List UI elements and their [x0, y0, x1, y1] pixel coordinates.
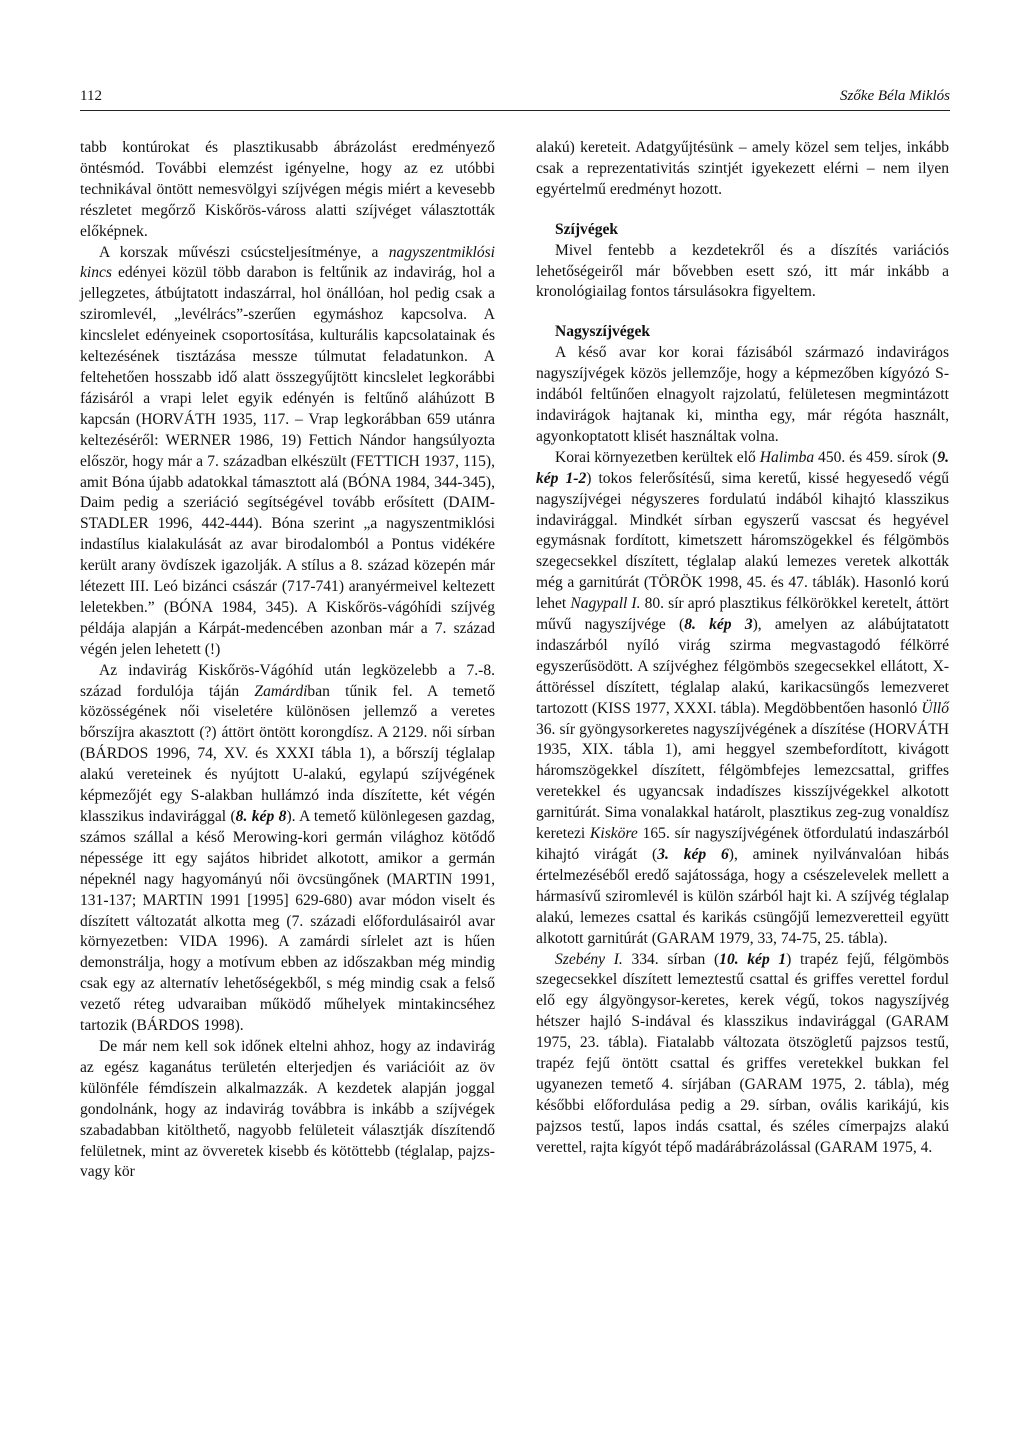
left-column — [80, 138, 495, 1183]
section-heading: Nagyszíjvégek — [555, 323, 650, 341]
paragraph: A késő avar kor korai fázisából származó indavirágos nagyszíjvégek közös jellemzője, hogy a képmezőben kígyózó S-indából feltűnően elnagyolt rajzolatú, felületesen megmintázott indavirágok hajtanak ki, mintha egy, már régóta használt, agyonkoptatott klisét használtak volna. — [536, 344, 949, 445]
right-column — [536, 138, 949, 1159]
paragraph: Szebény I. 334. sírban (10. kép 1) trapéz fejű, félgömbös szegecsekkel díszített lemeztestű csattal és griffes verettel fordul elő egy álgyöngysor-keretes, kerek végű, tokos nagyszíjvég hétszer hajló S-indával és klasszikus indavirággal (GARAM 1975, 23. tábla). Fiatalabb változata ötszögletű pajzsos testű, trapéz fejű öntött csattal és griffes veretekkel bukkan fel ugyanezen temető 4. sírjában (GARAM 1975, 2. tábla), még későbbi előfordulása pedig a 29. sírban, ovális karikájú, kis pajzsos testű, lapos indás csattal, és széles címerpajzs alakú verettel, rajta kígyót tépő madárábrázolással (GARAM 1975, 4. — [536, 950, 949, 1156]
section-heading: Szíjvégek — [555, 220, 619, 238]
page-header — [80, 88, 950, 111]
paragraph: De már nem kell sok időnek eltelni ahhoz, hogy az indavirág az egész kaganátus területén elterjedjen és variációit az öv különféle fémdíszein alkalmazzák. A kezdetek alapján joggal gondolnánk, hogy az indavirág továbbra is inkább a szíjvégek szabadabban kitölthető, nagyobb felületeit választják díszítendő felületnek, mint az övveretek kisebb és kötöttebb (téglalap, pajzs- vagy kör — [80, 1037, 495, 1181]
paragraph: alakú) kereteit. Adatgyűjtésünk – amely közel sem teljes, inkább csak a reprezentativitás szintjét igyekezett elérni – nem ilyen egyértelmű eredményt hozott. — [536, 139, 949, 198]
page-number: 112 — [80, 88, 102, 104]
paragraph: tabb kontúrokat és plasztikusabb ábrázolást eredményező öntésmód. További elemzést igényelne, hogy az ez utóbbi technikával öntött nemesvölgyi szíjvégen mégis miért a kevesebb részletet megőrző Kiskőrös-váross alatti szíjvéget választották előképnek. — [80, 139, 495, 240]
paragraph: Az indavirág Kiskőrös-Vágóhíd után legközelebb a 7.-8. század fordulója táján Zamárdiban tűnik fel. A temető közösségének női viseletére különösen jellemző a veretes bőrszíjra akasztott (?) áttört öntött korongdísz. A 2129. női sírban (BÁRDOS 1996, 74, XV. és XXXI tábla 1), a bőrszíj téglalap alakú vereteinek és nyújtott U-alakú, egylapú szíjvégének képmezőjét egy S-alakban hullámzó inda díszítette, két végén klasszikus indavirággal (8. kép 8). A temető különlegesen gazdag, számos szállal a késő Merowing-kori germán világhoz kötődő népessége itt egy sajátos hibridet alkotott, amikor a germán népeknél nagy hagyományú női övcsüngőnek (MARTIN 1991, 131-137; MARTIN 1991 [1995] 629-680) avar módon viselt és díszített változatát alkotta meg (7. századi előfordulásairól avar környezetben: VIDA 1996). A zamárdi sírlelet azt is hűen demonstrálja, hogy a motívum ebben az időszakban még mindig csak egy az alternatív lehetőségekből, s még mindig csak a felső vezető réteg udvaraiban működő műhelyek mintakincséhez tartozik (BÁRDOS 1998). — [80, 661, 496, 1035]
running-head: Szőke Béla Miklós — [840, 88, 950, 104]
paragraph: Korai környezetben kerültek elő Halimba 450. és 459. sírok (9. kép 1-2) tokos felerősítésű, sima keretű, kissé hegyesedő végű nagyszíjvégei négyszeres fordulatú indából kihajtó klasszikus indavirággal. Mindkét sírban egyszerű vascsat és hegyével egymásnak fordított, kimetszett háromszögekkel és félgömbös szegecsekkel díszített, téglalap alakú lemezes veretek alkották még a garnitúrát (TÖRÖK 1998, 45. és 47. táblák). Hasonló korú lehet Nagypall I. 80. sír apró plasztikus félkörökkel keretelt, áttört művű nagyszíjvége (8. kép 3), amelyen az alábújtatatott indaszárból nyíló virág szirma megvastagodó félkörré egyszerűsödött. A szíjvéghez félgömbös szegecsekkel ellátott, X-áttöréssel díszített, téglalap alakú, karikacsüngős lemezveret tartozott (KISS 1977, XXXI. tábla). Megdöbbentően hasonló Üllő 36. sír gyöngysorkeretes nagyszíjvégének a díszítése (HORVÁTH 1935, XIX. tábla 1), ami heggyel szembefordított, kivágott háromszögekkel díszített, félgömbfejes lemezcsattal, griffes veretekkel és ugyancsak indadíszes kisszíjvégekkel alkotott garnitúrát. Sima vonalakkal határolt, plasztikus zeg-zug vonaldísz keretezi Kisköre 165. sír nagyszíjvégének ötfordulatú indaszárból kihajtó virágát (3. kép 6), aminek nyilvánvalóan hibás értelmezéséből eredő sajátossága, hogy a csészelevelek mellett a hármasívű sziromlevél is külön szárból hajt ki. A szíjvég téglalap alakú, lemezes csattal és karikás csüngőjű lemezveretteil együtt alkotott garnitúrát (GARAM 1979, 33, 74-75, 25. tábla). — [536, 448, 950, 947]
paragraph: A korszak művészi csúcsteljesítménye, a nagyszentmiklósi kincs edényei közül több darabon is feltűnik az indavirág, hol a jellegzetes, átbújtatott indaszárral, hol önállóan, hol pedig csak a sziromlevél, „levélrács”-szerűen egymáshoz kapcsolva. A kincslelet edényeinek csoportosítása, kulturális kapcsolatainak és keltezésének tisztázása messze túlmutat feladatunkon. A feltehetően hosszabb idő alatt összegyűjtött kincslelet legkorábbi fázisáról a vrapi lelet egyik edényén is feltűnő aláhúzott B kapcsán (HORVÁTH 1935, 117. – Vrap legkorábban 659 utánra keltezéséről: WERNER 1986, 19) Fettich Nándor hangsúlyozta először, hogy már a 7. században elkészült (FETTICH 1937, 115), amit Bóna újabb adatokkal támasztott alá (BÓNA 1984, 344-345), Daim pedig a szeriáció segítségével tovább erősített (DAIM-STADLER 1996, 442-444). Bóna szerint „a nagyszentmiklósi indastílus kialakulását az avar birodalomból a Pontus vidékére került arany övdíszek igazolják. A stílus a 8. század közepén már létezett III. Leó bizánci császár (717-741) aranyérmeivel keltezett leletekben.” (BÓNA 1984, 345). A Kiskőrös-vágóhídi szíjvég példája alapján a Kárpát-medencében azonban már a 7. század végén jelen lehetett (!) — [80, 243, 495, 658]
paragraph: Mivel fentebb a kezdetekről és a díszítés variációs lehetőségeiről már bővebben esett szó, itt már inkább a kronológiailag fontos társulásokra figyeltem. — [536, 241, 949, 301]
